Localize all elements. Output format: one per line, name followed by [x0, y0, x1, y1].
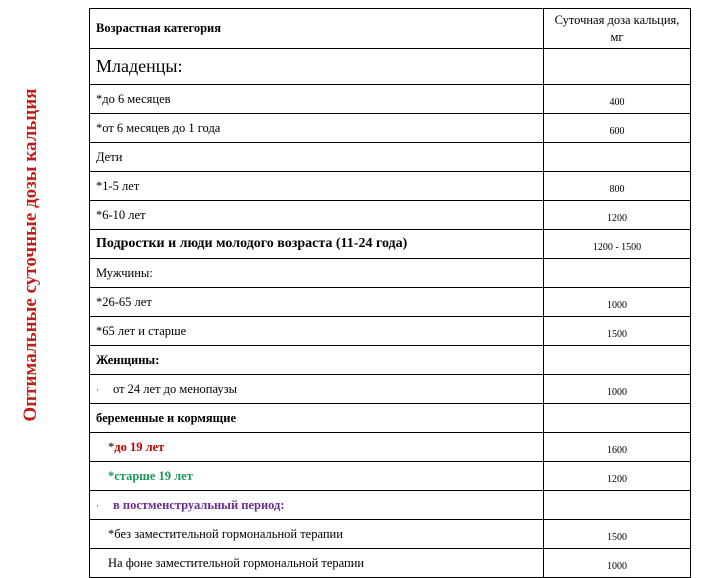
row-value: 1000 [544, 288, 691, 317]
row-value: 600 [544, 114, 691, 143]
table-row [90, 259, 691, 288]
table-row [90, 520, 691, 549]
row-label: Дети [90, 143, 544, 172]
table-row [90, 230, 691, 259]
row-label: На фоне заместительной гормональной терапии [90, 549, 544, 578]
row-value: 1600 [544, 433, 691, 462]
row-value: 1000 [544, 549, 691, 578]
row-value: 1500 [544, 520, 691, 549]
row-label: *от 6 месяцев до 1 года [90, 114, 544, 143]
row-label: Подростки и люди молодого возраста (11-24 года) [90, 230, 544, 259]
row-label: Мужчины: [90, 259, 544, 288]
table-row [90, 462, 691, 491]
table-row [90, 346, 691, 375]
row-value: 800 [544, 172, 691, 201]
table-row [90, 404, 691, 433]
row-value [544, 491, 691, 520]
calcium-dose-table [89, 8, 691, 578]
table-row [90, 143, 691, 172]
row-value [544, 404, 691, 433]
row-label: *26-65 лет [90, 288, 544, 317]
table-row [90, 317, 691, 346]
table-row [90, 85, 691, 114]
row-label: старше 19 лет [114, 468, 193, 483]
row-value: 1000 [544, 375, 691, 404]
table-row [90, 201, 691, 230]
table-header [90, 9, 691, 49]
row-value: 1200 - 1500 [544, 230, 691, 259]
table-row [90, 375, 691, 404]
row-label: от 24 лет до менопаузы [113, 381, 237, 396]
row-value: 400 [544, 85, 691, 114]
row-label: Младенцы: [90, 49, 544, 85]
row-label: до 19 лет [114, 439, 165, 454]
header-dose: Суточная доза кальция, мг [544, 9, 691, 49]
row-label: *без заместительной гормональной терапии [90, 520, 544, 549]
bullet-icon: · [96, 384, 99, 395]
row-value: 1200 [544, 462, 691, 491]
row-label: *65 лет и старше [90, 317, 544, 346]
table-row [90, 49, 691, 85]
row-value [544, 49, 691, 85]
row-value [544, 346, 691, 375]
row-label: Женщины: [90, 346, 544, 375]
header-category: Возрастная категория [90, 9, 544, 49]
row-label: *6-10 лет [90, 201, 544, 230]
bullet-icon: · [96, 500, 99, 511]
table-row [90, 549, 691, 578]
table-row [90, 114, 691, 143]
table-row [90, 288, 691, 317]
row-value [544, 259, 691, 288]
table-row [90, 433, 691, 462]
row-label: *до 6 месяцев [90, 85, 544, 114]
asterisk: * [108, 468, 115, 483]
row-value: 1500 [544, 317, 691, 346]
row-value: 1200 [544, 201, 691, 230]
row-value [544, 143, 691, 172]
table-row [90, 491, 691, 520]
table-row [90, 172, 691, 201]
row-label: в постменструальный период: [113, 497, 285, 512]
asterisk: * [108, 439, 115, 454]
side-title: Оптимальные суточные дозы кальция [20, 88, 41, 422]
row-label: беременные и кормящие [90, 404, 544, 433]
row-label: *1-5 лет [90, 172, 544, 201]
